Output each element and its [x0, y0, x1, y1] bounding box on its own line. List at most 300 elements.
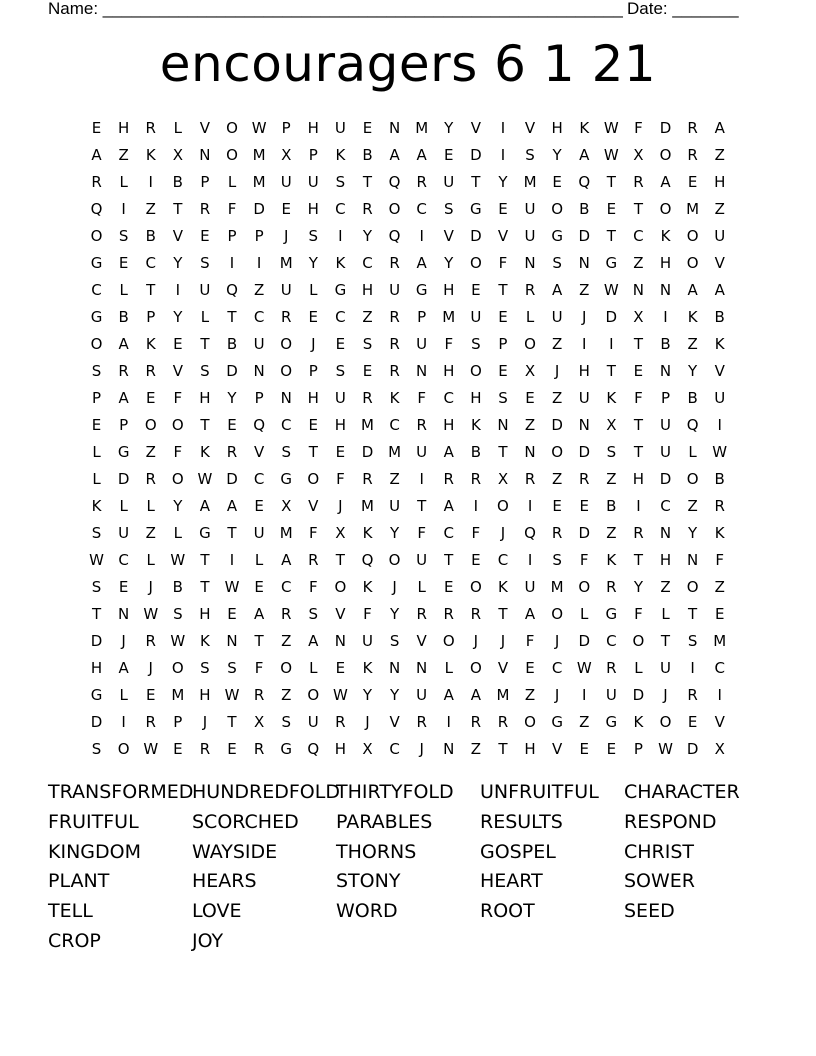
- grid-letter: G: [90, 253, 103, 272]
- grid-letter: Z: [606, 469, 617, 488]
- grid-letter: G: [199, 523, 211, 542]
- grid-letter: T: [200, 550, 210, 569]
- grid-letter: O: [226, 118, 238, 137]
- grid-letter: R: [199, 739, 211, 758]
- grid-letter: C: [389, 415, 400, 434]
- grid-letter: O: [226, 145, 238, 164]
- grid-letter: E: [552, 496, 562, 515]
- grid-letter: K: [362, 577, 373, 596]
- grid-letter: E: [91, 415, 102, 434]
- grid-letter: P: [146, 307, 156, 326]
- grid-letter: O: [90, 334, 103, 353]
- grid-letter: P: [119, 415, 129, 434]
- grid-letter: M: [686, 199, 700, 218]
- grid-letter: Y: [308, 253, 318, 272]
- grid-letter: O: [388, 199, 401, 218]
- grid-letter: Z: [524, 415, 536, 434]
- grid-letter: P: [173, 712, 183, 731]
- grid-letter: E: [173, 334, 183, 353]
- word-list-item: STONY: [336, 870, 401, 893]
- grid-letter: Q: [388, 172, 401, 191]
- grid-letter: E: [200, 226, 210, 245]
- grid-letter: E: [254, 577, 264, 596]
- grid-letter: K: [579, 118, 590, 137]
- grid-letter: E: [498, 361, 508, 380]
- grid-letter: N: [280, 388, 292, 407]
- grid-letter: Y: [498, 172, 508, 191]
- grid-letter: N: [416, 361, 428, 380]
- grid-letter: O: [686, 469, 699, 488]
- grid-letter: N: [199, 145, 211, 164]
- grid-letter: L: [634, 658, 643, 677]
- grid-letter: N: [497, 415, 509, 434]
- grid-letter: O: [469, 577, 482, 596]
- grid-letter: U: [416, 334, 428, 353]
- grid-letter: H: [361, 280, 374, 299]
- grid-letter: A: [579, 145, 590, 164]
- grid-letter: Z: [281, 631, 292, 650]
- grid-letter: G: [605, 253, 618, 272]
- grid-letter: V: [199, 118, 211, 137]
- grid-letter: B: [362, 145, 373, 164]
- grid-letter: U: [280, 172, 292, 191]
- grid-letter: H: [443, 280, 455, 299]
- word-list-item: SOWER: [624, 870, 696, 893]
- grid-letter: N: [443, 739, 455, 758]
- grid-letter: U: [307, 172, 319, 191]
- grid-letter: U: [118, 523, 130, 542]
- grid-letter: A: [552, 280, 563, 299]
- grid-letter: M: [442, 307, 456, 326]
- grid-letter: B: [172, 172, 183, 191]
- grid-letter: F: [363, 604, 372, 623]
- grid-letter: A: [660, 172, 671, 191]
- grid-letter: G: [605, 712, 618, 731]
- grid-letter: D: [686, 739, 699, 758]
- grid-letter: Q: [307, 739, 320, 758]
- grid-letter: L: [92, 469, 101, 488]
- grid-row: [83, 114, 733, 141]
- grid-letter: O: [171, 415, 184, 434]
- grid-letter: I: [229, 550, 235, 569]
- grid-letter: T: [633, 415, 643, 434]
- grid-letter: S: [471, 334, 481, 353]
- grid-letter: O: [686, 253, 699, 272]
- grid-letter: R: [687, 145, 698, 164]
- grid-letter: R: [280, 307, 292, 326]
- grid-letter: K: [335, 145, 346, 164]
- grid-letter: X: [172, 145, 183, 164]
- grid-letter: U: [416, 442, 428, 461]
- grid-letter: S: [389, 631, 400, 650]
- grid-letter: L: [661, 604, 670, 623]
- grid-letter: O: [659, 712, 672, 731]
- grid-letter: C: [362, 253, 373, 272]
- grid-letter: P: [498, 334, 508, 353]
- grid-letter: Z: [606, 523, 617, 542]
- grid-letter: H: [199, 685, 211, 704]
- grid-letter: Z: [145, 199, 156, 218]
- word-list-item: CHARACTER: [624, 781, 740, 803]
- grid-letter: O: [388, 550, 401, 569]
- grid-letter: O: [551, 199, 564, 218]
- grid-letter: P: [227, 226, 237, 245]
- grid-row: [83, 735, 733, 762]
- grid-letter: I: [419, 226, 424, 245]
- grid-letter: E: [498, 307, 508, 326]
- grid-letter: H: [118, 118, 130, 137]
- grid-letter: U: [714, 388, 726, 407]
- grid-letter: C: [633, 226, 644, 245]
- word-list-item: HEART: [480, 870, 543, 893]
- grid-letter: Z: [714, 577, 725, 596]
- grid-letter: I: [690, 658, 695, 677]
- grid-letter: W: [170, 631, 186, 650]
- grid-letter: T: [200, 334, 210, 353]
- grid-letter: L: [119, 685, 128, 704]
- grid-letter: K: [91, 496, 102, 515]
- grid-letter: W: [251, 118, 267, 137]
- grid-letter: I: [717, 685, 722, 704]
- grid-letter: V: [470, 118, 481, 137]
- grid-letter: O: [632, 631, 645, 650]
- grid-letter: Q: [226, 280, 238, 299]
- grid-letter: Z: [579, 712, 590, 731]
- grid-letter: G: [334, 280, 347, 299]
- grid-letter: H: [443, 361, 455, 380]
- word-list-item: HUNDREDFOLD: [192, 781, 340, 803]
- grid-letter: A: [443, 442, 454, 461]
- grid-letter: U: [334, 388, 346, 407]
- grid-letter: R: [416, 604, 427, 623]
- grid-letter: H: [470, 388, 482, 407]
- grid-letter: Q: [361, 550, 374, 569]
- word-list-item: GOSPEL: [480, 840, 556, 863]
- grid-letter: K: [145, 334, 156, 353]
- grid-letter: T: [606, 226, 616, 245]
- grid-row: [83, 627, 733, 654]
- grid-letter: A: [416, 145, 427, 164]
- grid-letter: A: [687, 280, 698, 299]
- grid-letter: Z: [714, 199, 725, 218]
- grid-letter: I: [582, 334, 587, 353]
- grid-letter: O: [442, 631, 455, 650]
- grid-letter: U: [361, 631, 373, 650]
- grid-letter: F: [227, 199, 237, 218]
- grid-letter: R: [633, 523, 644, 542]
- grid-letter: R: [687, 118, 698, 137]
- grid-letter: O: [686, 577, 699, 596]
- grid-letter: U: [389, 280, 401, 299]
- grid-letter: I: [717, 415, 722, 434]
- grid-letter: L: [525, 307, 535, 326]
- grid-letter: L: [309, 280, 318, 299]
- grid-letter: S: [525, 145, 535, 164]
- grid-letter: L: [254, 550, 264, 569]
- grid-letter: U: [524, 199, 536, 218]
- grid-letter: D: [470, 226, 482, 245]
- grid-letter: J: [419, 739, 424, 758]
- grid-letter: F: [254, 658, 264, 677]
- grid-letter: D: [470, 145, 482, 164]
- grid-row: [83, 708, 733, 735]
- grid-letter: R: [389, 334, 400, 353]
- grid-letter: S: [552, 550, 562, 569]
- grid-letter: K: [660, 226, 671, 245]
- grid-letter: I: [121, 199, 126, 218]
- grid-letter: E: [606, 739, 617, 758]
- grid-letter: M: [496, 685, 510, 704]
- grid-letter: U: [253, 523, 265, 542]
- grid-letter: Z: [579, 280, 590, 299]
- grid-letter: L: [688, 442, 697, 461]
- grid-letter: H: [90, 658, 103, 677]
- grid-letter: F: [417, 523, 426, 542]
- grid-row: [83, 195, 733, 222]
- grid-letter: S: [444, 199, 454, 218]
- grid-letter: I: [500, 118, 506, 137]
- grid-letter: O: [469, 361, 482, 380]
- grid-letter: R: [687, 685, 698, 704]
- grid-letter: J: [365, 712, 370, 731]
- grid-letter: R: [389, 307, 400, 326]
- grid-letter: A: [416, 253, 427, 272]
- grid-letter: I: [256, 253, 262, 272]
- word-list-item: LOVE: [192, 900, 242, 923]
- grid-letter: T: [173, 199, 183, 218]
- grid-letter: L: [119, 172, 128, 191]
- grid-letter: J: [663, 685, 668, 704]
- grid-letter: P: [92, 388, 102, 407]
- grid-letter: Z: [552, 469, 563, 488]
- grid-letter: E: [308, 415, 319, 434]
- grid-letter: O: [171, 469, 184, 488]
- word-list-item: UNFRUITFUL: [480, 781, 599, 803]
- grid-letter: F: [715, 550, 725, 569]
- grid-letter: Z: [687, 334, 698, 353]
- grid-letter: G: [415, 280, 428, 299]
- grid-letter: C: [335, 199, 346, 218]
- grid-letter: H: [443, 415, 455, 434]
- grid-letter: R: [579, 469, 590, 488]
- grid-letter: T: [633, 442, 643, 461]
- grid-letter: W: [197, 469, 213, 488]
- grid-letter: Z: [145, 442, 156, 461]
- grid-letter: T: [498, 739, 508, 758]
- grid-letter: I: [229, 253, 235, 272]
- grid-letter: P: [308, 145, 318, 164]
- grid-letter: F: [417, 388, 426, 407]
- grid-letter: Y: [444, 253, 454, 272]
- grid-letter: R: [145, 469, 156, 488]
- grid-letter: L: [119, 280, 128, 299]
- grid-letter: H: [334, 739, 347, 758]
- grid-letter: B: [145, 226, 156, 245]
- grid-letter: B: [118, 307, 129, 326]
- word-list-item: PLANT: [48, 870, 110, 893]
- grid-letter: T: [471, 172, 481, 191]
- grid-letter: E: [91, 118, 102, 137]
- grid-letter: G: [280, 469, 293, 488]
- grid-letter: Y: [389, 523, 400, 542]
- grid-letter: T: [606, 361, 616, 380]
- grid-letter: S: [335, 172, 346, 191]
- grid-letter: S: [200, 361, 210, 380]
- grid-letter: L: [173, 523, 182, 542]
- grid-letter: R: [443, 469, 454, 488]
- grid-letter: F: [498, 253, 508, 272]
- grid-letter: V: [335, 604, 346, 623]
- grid-letter: M: [550, 577, 564, 596]
- grid-letter: R: [497, 712, 509, 731]
- grid-letter: U: [199, 280, 211, 299]
- grid-letter: K: [200, 631, 210, 650]
- grid-letter: W: [603, 118, 619, 137]
- grid-letter: S: [173, 604, 183, 623]
- grid-letter: B: [714, 469, 725, 488]
- grid-letter: P: [660, 388, 671, 407]
- grid-letter: E: [145, 388, 156, 407]
- grid-letter: K: [606, 550, 617, 569]
- grid-letter: R: [145, 361, 156, 380]
- grid-letter: O: [686, 226, 699, 245]
- grid-letter: S: [200, 253, 210, 272]
- grid-letter: E: [145, 685, 156, 704]
- grid-letter: C: [497, 550, 509, 569]
- grid-letter: H: [334, 415, 347, 434]
- grid-letter: O: [524, 712, 536, 731]
- grid-letter: T: [200, 415, 210, 434]
- grid-letter: U: [280, 280, 292, 299]
- grid-letter: C: [443, 523, 454, 542]
- word-list-item: HEARS: [192, 870, 257, 893]
- grid-letter: V: [497, 658, 509, 677]
- grid-letter: N: [632, 280, 645, 299]
- word-list-item: FRUITFUL: [48, 810, 139, 833]
- grid-letter: A: [443, 685, 454, 704]
- grid-letter: T: [633, 334, 643, 353]
- grid-letter: I: [121, 712, 126, 731]
- grid-letter: U: [524, 226, 536, 245]
- grid-letter: C: [714, 658, 725, 677]
- grid-letter: N: [416, 658, 428, 677]
- grid-letter: H: [199, 604, 211, 623]
- grid-letter: N: [388, 118, 401, 137]
- word-list-item: WAYSIDE: [192, 840, 278, 863]
- grid-letter: M: [523, 172, 537, 191]
- grid-letter: O: [171, 658, 184, 677]
- grid-letter: O: [578, 577, 591, 596]
- grid-letter: J: [148, 577, 153, 596]
- grid-letter: B: [579, 199, 590, 218]
- grid-letter: J: [202, 712, 208, 731]
- word-search-grid: [83, 114, 733, 762]
- grid-letter: F: [634, 118, 643, 137]
- word-list: [48, 780, 768, 959]
- grid-letter: U: [416, 685, 428, 704]
- grid-letter: I: [527, 550, 533, 569]
- grid-letter: M: [361, 415, 374, 434]
- grid-letter: X: [524, 361, 536, 380]
- grid-letter: R: [145, 631, 156, 650]
- grid-letter: S: [91, 739, 102, 758]
- grid-row: [83, 222, 733, 249]
- grid-letter: Y: [688, 523, 698, 542]
- grid-letter: D: [90, 712, 103, 731]
- grid-letter: P: [633, 739, 643, 758]
- grid-letter: F: [634, 388, 643, 407]
- grid-letter: E: [633, 361, 644, 380]
- name-field-label: Name: _______________________________________________________: [48, 0, 623, 18]
- grid-letter: M: [361, 496, 374, 515]
- grid-letter: D: [605, 307, 618, 326]
- grid-letter: R: [253, 739, 265, 758]
- grid-letter: F: [336, 469, 345, 488]
- grid-letter: A: [470, 685, 481, 704]
- grid-letter: K: [200, 442, 210, 461]
- grid-letter: A: [443, 496, 454, 515]
- grid-letter: T: [146, 280, 156, 299]
- grid-letter: X: [714, 739, 725, 758]
- grid-letter: O: [280, 334, 293, 353]
- grid-letter: W: [224, 685, 240, 704]
- word-list-item: CROP: [48, 929, 101, 952]
- grid-letter: X: [633, 307, 644, 326]
- grid-letter: L: [173, 118, 182, 137]
- grid-letter: T: [498, 604, 508, 623]
- grid-letter: Q: [686, 415, 699, 434]
- grid-letter: X: [362, 739, 373, 758]
- grid-letter: V: [524, 118, 536, 137]
- grid-letter: H: [714, 172, 726, 191]
- grid-letter: W: [89, 550, 104, 569]
- grid-letter: E: [118, 253, 129, 272]
- grid-letter: U: [470, 307, 482, 326]
- grid-letter: S: [281, 442, 291, 461]
- grid-letter: U: [551, 307, 563, 326]
- grid-letter: O: [117, 739, 130, 758]
- grid-letter: I: [609, 334, 614, 353]
- word-list-item: JOY: [192, 929, 224, 952]
- grid-row: [83, 438, 733, 465]
- grid-letter: T: [91, 604, 102, 623]
- grid-letter: S: [200, 658, 210, 677]
- grid-letter: C: [335, 307, 346, 326]
- grid-letter: X: [606, 415, 617, 434]
- grid-letter: W: [224, 577, 240, 596]
- grid-letter: W: [712, 442, 728, 461]
- grid-letter: Z: [633, 253, 644, 272]
- grid-letter: J: [121, 631, 126, 650]
- grid-letter: R: [118, 361, 129, 380]
- grid-letter: I: [175, 280, 181, 299]
- grid-row: [83, 303, 733, 330]
- grid-letter: C: [551, 658, 563, 677]
- grid-letter: R: [606, 577, 617, 596]
- word-list-item: WORD: [336, 900, 398, 923]
- grid-letter: D: [578, 631, 591, 650]
- grid-row: [83, 681, 733, 708]
- grid-letter: N: [388, 658, 401, 677]
- grid-letter: V: [253, 442, 265, 461]
- grid-letter: J: [148, 658, 153, 677]
- grid-letter: S: [362, 334, 373, 353]
- grid-letter: Z: [714, 145, 725, 164]
- grid-letter: F: [308, 523, 318, 542]
- grid-letter: U: [605, 685, 617, 704]
- grid-letter: X: [281, 496, 292, 515]
- grid-letter: T: [498, 442, 508, 461]
